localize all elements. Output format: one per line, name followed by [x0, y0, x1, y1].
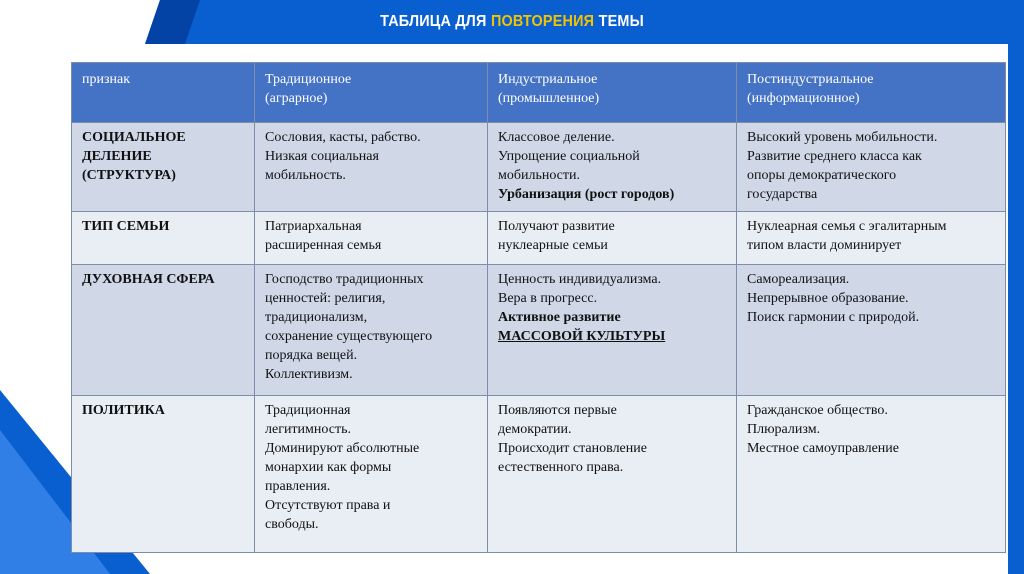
comparison-table — [71, 62, 1006, 553]
table-row — [72, 123, 1006, 212]
cell-traditional: Сословия, касты, рабство. Низкая социальная мобильность. — [255, 123, 488, 212]
cell-traditional: Традиционная легитимность. Доминируют абсолютные монархии как формы правления. Отсутствуют права и свободы. — [255, 396, 488, 553]
page-title — [51, 0, 973, 44]
row-label: ДУХОВНАЯ СФЕРА — [72, 265, 255, 396]
cell-traditional: Господство традиционных ценностей: религия, традиционализм, сохранение существующего порядка вещей. Коллективизм. — [255, 265, 488, 396]
title-highlight: ПОВТОРЕНИЯ — [490, 13, 595, 30]
header-cell-industrial: Индустриальное (промышленное) — [488, 63, 737, 123]
row-label: ТИП СЕМЬИ — [72, 212, 255, 265]
table-row — [72, 265, 1006, 396]
table-row — [72, 396, 1006, 553]
cell-industrial: Ценность индивидуализма. Вера в прогресс. Активное развитие МАССОВОЙ КУЛЬТУРЫ — [488, 265, 737, 396]
cell-industrial: Получают развитие нуклеарные семьи — [488, 212, 737, 265]
cell-postindustrial: Гражданское общество. Плюрализм. Местное самоуправление — [737, 396, 1006, 553]
cell-industrial: Классовое деление. Упрощение социальной мобильности. Урбанизация (рост городов) — [488, 123, 737, 212]
title-part-1: ТАБЛИЦА ДЛЯ — [380, 13, 487, 30]
table-header-row — [72, 63, 1006, 123]
header-cell-postindustrial: Постиндустриальное (информационное) — [737, 63, 1006, 123]
row-label: СОЦИАЛЬНОЕ ДЕЛЕНИЕ (СТРУКТУРА) — [72, 123, 255, 212]
cell-traditional: Патриархальная расширенная семья — [255, 212, 488, 265]
cell-postindustrial: Высокий уровень мобильности. Развитие среднего класса как опоры демократического государства — [737, 123, 1006, 212]
right-blue-stripe — [1008, 44, 1024, 574]
header-banner — [0, 0, 1024, 44]
header-cell-traditional: Традиционное (аграрное) — [255, 63, 488, 123]
row-label: ПОЛИТИКА — [72, 396, 255, 553]
cell-postindustrial: Самореализация. Непрерывное образование. Поиск гармонии с природой. — [737, 265, 1006, 396]
table-row — [72, 212, 1006, 265]
header-cell-feature: признак — [72, 63, 255, 123]
cell-industrial: Появляются первые демократии. Происходит становление естественного права. — [488, 396, 737, 553]
title-part-2: ТЕМЫ — [598, 13, 644, 30]
cell-postindustrial: Нуклеарная семья с эгалитарным типом власти доминирует — [737, 212, 1006, 265]
